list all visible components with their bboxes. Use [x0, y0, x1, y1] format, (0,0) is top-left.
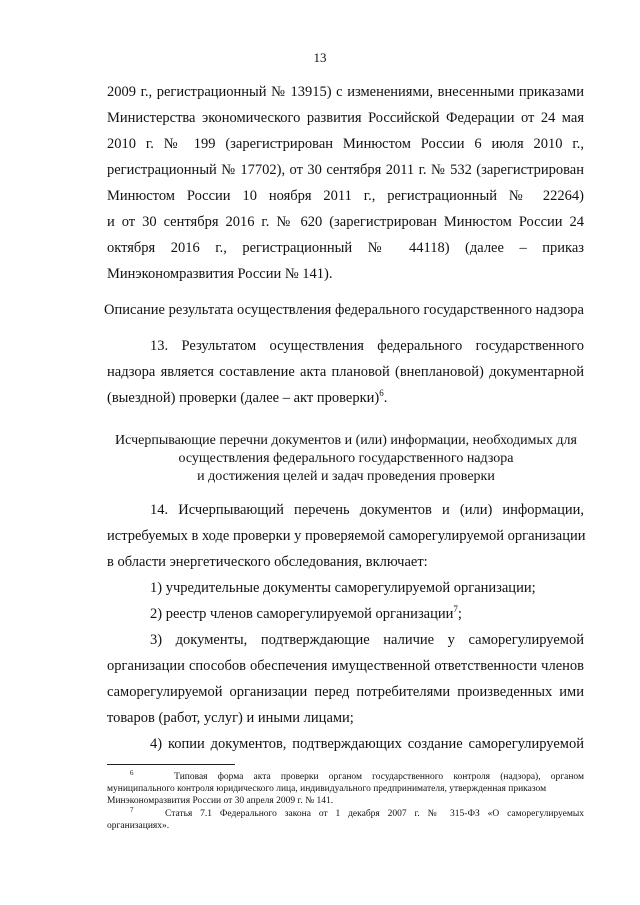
footnote-line: муниципального контроля юридического лица, индивидуального предпринимателя, утвержденная приказом: [107, 784, 547, 794]
text-line: октября 2016 г., регистрационный № 44118) (далее – приказ: [107, 240, 584, 256]
list-item: 1) учредительные документы саморегулируемой организации;: [150, 580, 536, 596]
footnote-ref: 7: [453, 604, 458, 615]
footnote-number: 7: [130, 805, 134, 814]
text-line: товаров (работ, услуг) и иными лицами;: [107, 710, 354, 726]
text-line: 2009 г., регистрационный № 13915) с изменениями, внесенными приказами: [107, 84, 584, 100]
text-line: (выездной) проверки (далее – акт проверки)$^6$.: [107, 388, 388, 406]
text-line: Минэкономразвития России № 141).: [107, 266, 333, 282]
text-line: Министерства экономического развития Российской Федерации от 24 мая: [107, 110, 584, 126]
footnote-line: $^7$ Статья 7.1 Федерального закона от 1 декабря 2007 г. № 315-ФЗ «О саморегулируемых: [130, 805, 585, 819]
footnote-number: 6: [130, 768, 134, 777]
list-item: 3) документы, подтверждающие наличие у саморегулируемой: [150, 632, 584, 648]
section-heading: и достижения целей и задач проведения проверки: [197, 469, 495, 484]
list-item: 2) реестр членов саморегулируемой организации$^7$;: [150, 604, 462, 622]
page-number: 13: [313, 50, 327, 65]
footnote-divider: [107, 764, 235, 765]
list-item: 4) копии документов, подтверждающих создание саморегулируемой: [150, 736, 584, 752]
footnote-line: $^6$ Типовая форма акта проверки органом государственного контроля (надзора), органом: [130, 768, 585, 782]
text-line: 2010 г. № 199 (зарегистрирован Минюстом России 6 июля 2010 г.,: [107, 136, 584, 152]
section-heading: Исчерпывающие перечни документов и (или) информации, необходимых для: [115, 433, 577, 448]
text-line: надзора является составление акта плановой (внеплановой) документарной: [107, 364, 584, 380]
section-heading: осуществления федерального государственного надзора: [178, 451, 514, 466]
text-line: организации способов обеспечения имущественной ответственности членов: [107, 658, 584, 674]
text-line: в области энергетического обследования, включает:: [107, 554, 428, 570]
text-line: и от 30 сентября 2016 г. № 620 (зарегистрирован Минюстом России 24: [107, 214, 584, 230]
text-line: истребуемых в ходе проверки у проверяемой саморегулируемой организации: [107, 528, 586, 544]
footnote-line: организациях».: [107, 821, 170, 831]
text-line: 13. Результатом осуществления федерального государственного: [150, 338, 584, 354]
text-line: 14. Исчерпывающий перечень документов и (или) информации,: [150, 502, 584, 518]
text-line: Минюстом России 10 ноября 2011 г., регистрационный № 22264): [107, 188, 584, 204]
text-line: регистрационный № 17702), от 30 сентября 2011 г. № 532 (зарегистрирован: [107, 162, 584, 178]
footnote-line: Минэкономразвития России от 30 апреля 2009 г. № 141.: [107, 796, 334, 806]
footnote-ref: 6: [379, 388, 384, 399]
text-line: саморегулируемой организации перед потребителями произведенных ими: [107, 684, 584, 700]
section-heading: Описание результата осуществления федерального государственного надзора: [104, 302, 584, 318]
